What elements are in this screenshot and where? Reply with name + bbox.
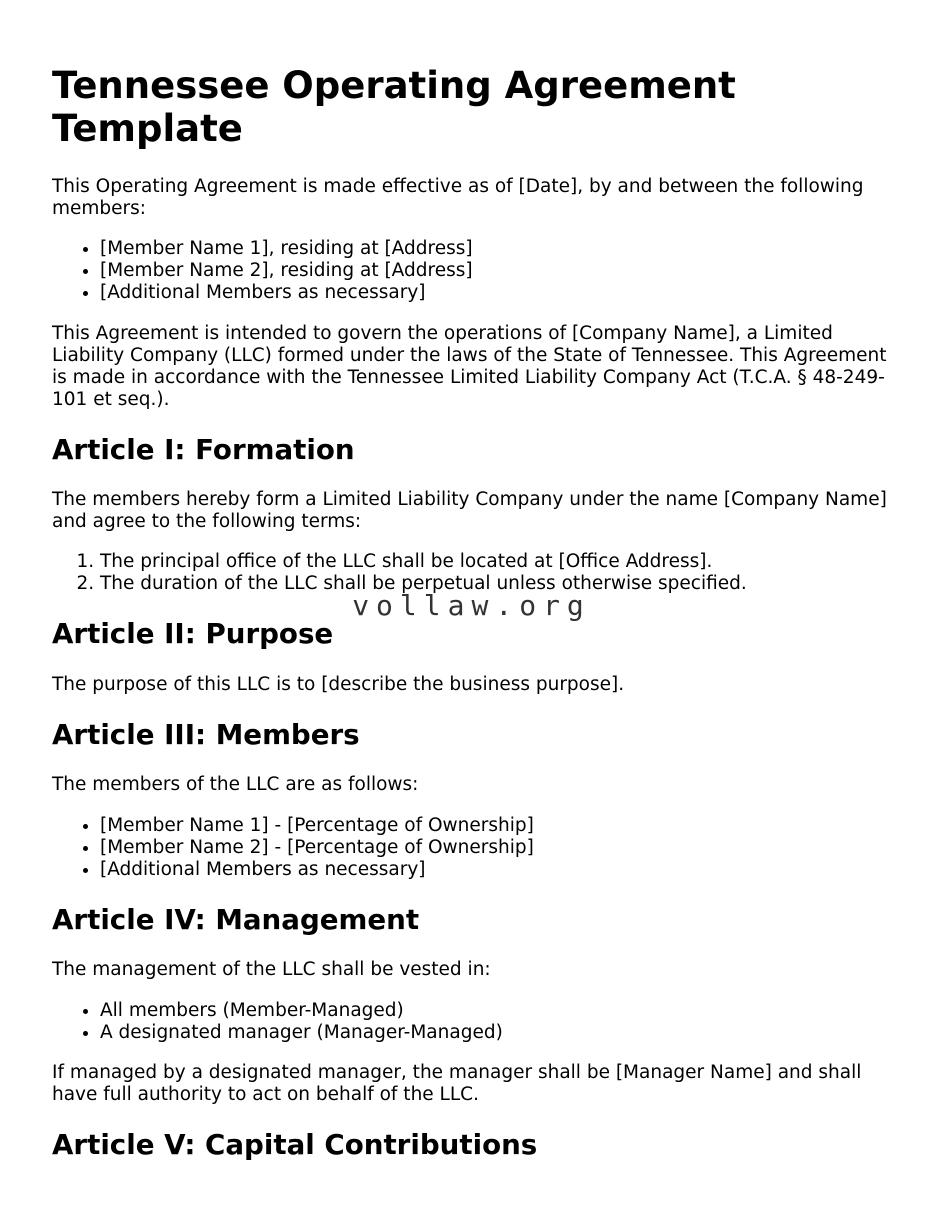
article-4-heading: Article IV: Management [52, 902, 420, 936]
article-2-heading: Article II: Purpose [52, 617, 334, 651]
management-options-list [52, 1000, 891, 1044]
list-item: 1. The principal office of the LLC shall be located at [Office Address]. [100, 551, 891, 573]
governing-law-paragraph: This Agreement is intended to govern the operations of [Company Name], a Limited Liability Company (LLC) formed under the laws of the State of Tennessee. This Agreement is made in accordance with the Tennessee Limited Liability Company Act (T.C.A. § 48-249-101 et seq.). [52, 322, 887, 410]
article-2-paragraph: The purpose of this LLC is to [describe the business purpose]. [52, 673, 625, 695]
manager-authority-paragraph: If managed by a designated manager, the manager shall be [Manager Name] and shall have full authority to act on behalf of the LLC. [52, 1062, 862, 1106]
formation-terms-list [52, 551, 891, 595]
list-item: • [Additional Members as necessary] [100, 859, 891, 881]
members-intro-list [52, 238, 891, 304]
list-item: • [Additional Members as necessary] [100, 282, 891, 304]
article-1-paragraph: The members hereby form a Limited Liability Company under the name [Company Name] and agree to the following terms: [52, 488, 887, 532]
list-item: • [Member Name 2] - [Percentage of Ownership] [100, 837, 891, 859]
list-item: • [Member Name 2], residing at [Address] [100, 260, 891, 282]
members-ownership-list [52, 815, 891, 881]
article-3-heading: Article III: Members [52, 717, 360, 751]
article-3-paragraph: The members of the LLC are as follows: [52, 774, 419, 796]
document-title: Tennessee Operating Agreement Template [52, 64, 736, 151]
article-1-heading: Article I: Formation [52, 432, 355, 466]
article-5-heading: Article V: Capital Contributions [52, 1128, 538, 1162]
list-item: • All members (Member-Managed) [100, 1000, 891, 1022]
watermark-text: vollaw.org [352, 589, 591, 622]
intro-paragraph: This Operating Agreement is made effective as of [Date], by and between the following members: [52, 175, 864, 219]
list-item: • A designated manager (Manager-Managed) [100, 1022, 891, 1044]
list-item: 2. The duration of the LLC shall be perpetual unless otherwise specified. [100, 573, 891, 595]
list-item: • [Member Name 1], residing at [Address] [100, 238, 891, 260]
article-4-paragraph: The management of the LLC shall be vested in: [52, 959, 491, 981]
list-item: • [Member Name 1] - [Percentage of Ownership] [100, 815, 891, 837]
